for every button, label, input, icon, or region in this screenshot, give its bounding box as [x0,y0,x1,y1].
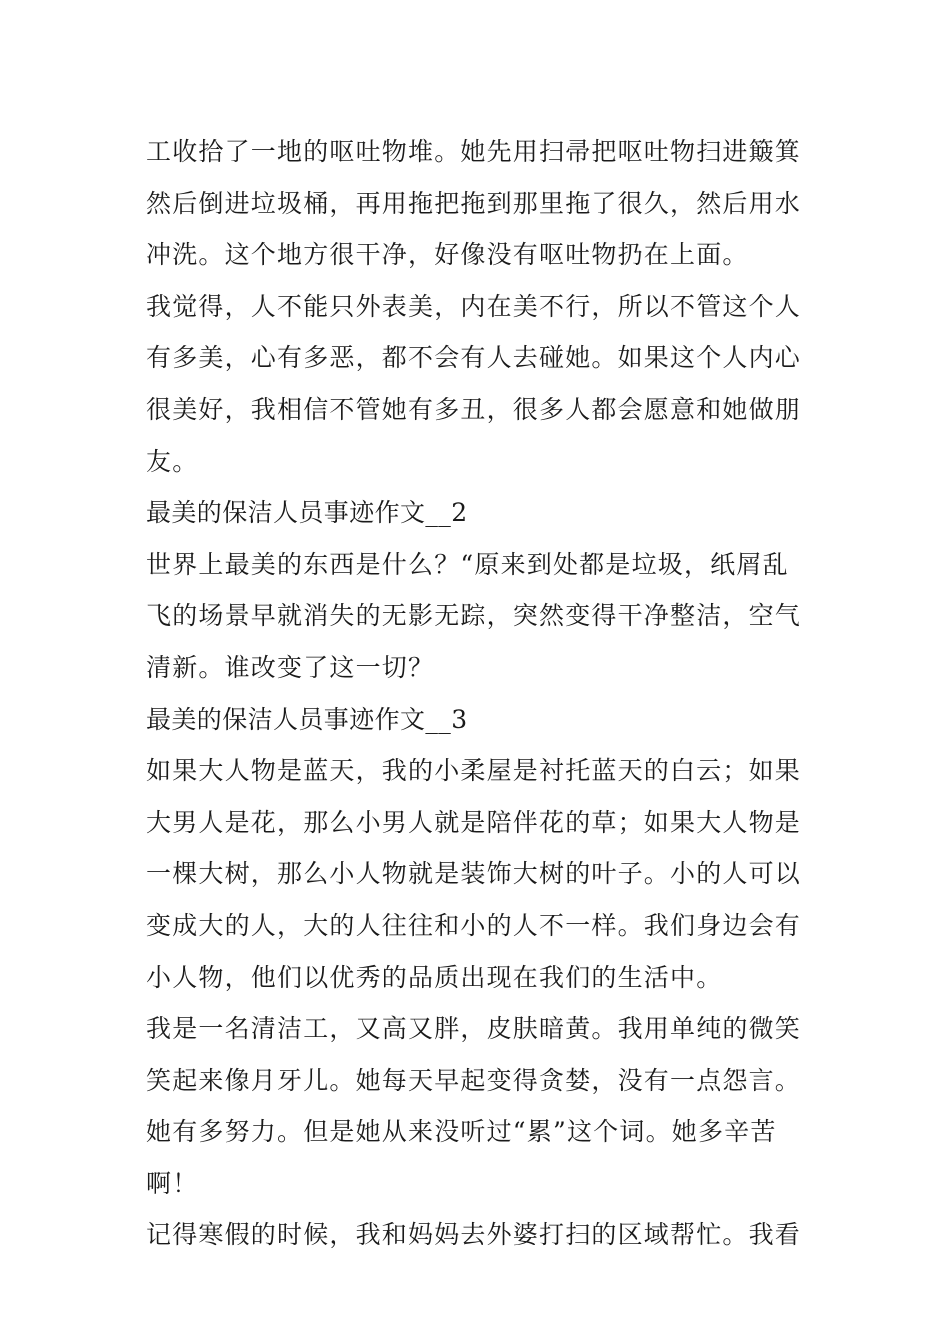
body-line: 冲洗。这个地方很干净，好像没有呕吐物扔在上面。 [146,240,749,270]
document-body [146,126,811,1261]
body-line: 记得寒假的时候，我和妈妈去外婆打扫的区域帮忙。我看 [146,1220,802,1250]
body-line: 如果大人物是蓝天，我的小柔屋是衬托蓝天的白云；如果 [146,756,802,786]
body-line: 小人物，他们以优秀的品质出现在我们的生活中。 [146,962,723,992]
body-line: 变成大的人，大的人往往和小的人不一样。我们身边会有 [146,910,802,940]
body-line: 笑起来像月牙儿。她每天早起变得贪婪，没有一点怨言。 [146,1065,802,1095]
body-line: 工收拾了一地的呕吐物堆。她先用扫帚把呕吐物扫进簸箕 [146,137,802,166]
body-line: 很美好，我相信不管她有多丑，很多人都会愿意和她做朋 [146,394,802,424]
body-line: 飞的场景早就消失的无影无踪，突然变得干净整洁，空气 [146,601,802,631]
body-line: 然后倒进垃圾桶，再用拖把拖到那里拖了很久，然后用水 [146,188,802,218]
body-line: 她有多努力。但是她从来没听过“累”这个词。她多辛苦 [146,1117,777,1147]
body-line: 世界上最美的东西是什么？“原来到处都是垃圾，纸屑乱 [146,549,789,579]
body-line: 我是一名清洁工，又高又胖，皮肤暗黄。我用单纯的微笑 [146,1014,802,1044]
body-line: 清新。谁改变了这一切？ [146,652,435,682]
section-heading-3: 最美的保洁人员事迹作文__3 [146,704,468,734]
body-line: 一棵大树，那么小人物就是装饰大树的叶子。小的人可以 [146,859,802,889]
body-line: 啊！ [146,1168,199,1198]
body-line: 我觉得，人不能只外表美，内在美不行，所以不管这个人 [146,291,802,321]
body-line: 友。 [146,446,199,476]
body-line: 有多美，心有多恶，都不会有人去碰她。如果这个人内心 [146,343,802,373]
body-line: 大男人是花，那么小男人就是陪伴花的草；如果大人物是 [146,807,802,837]
section-heading-2: 最美的保洁人员事迹作文__2 [146,498,468,528]
